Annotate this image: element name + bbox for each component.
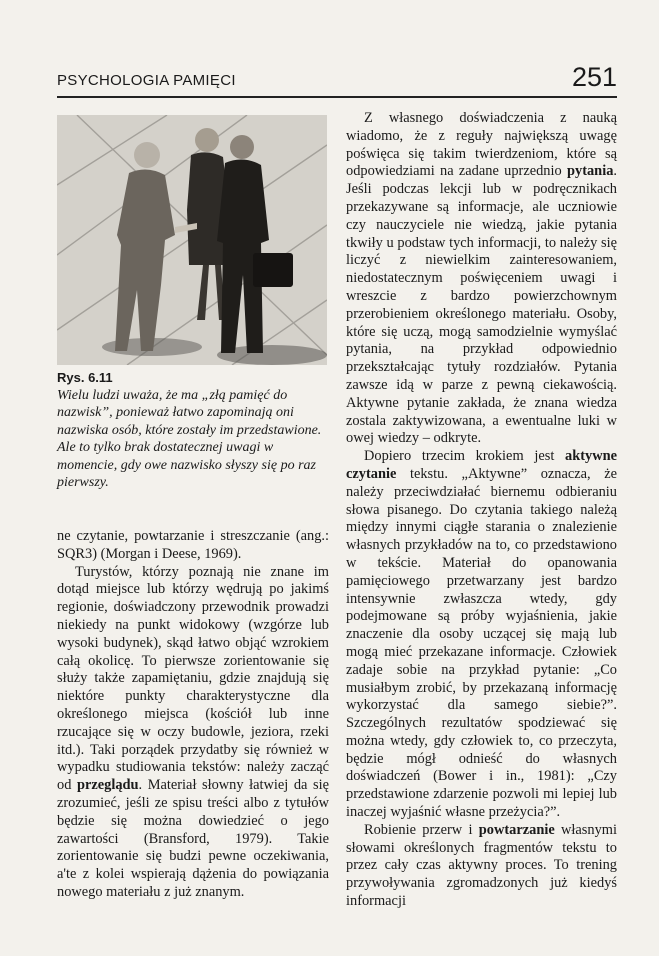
bold-term: pytania [567, 163, 614, 180]
page-number: 251 [571, 62, 617, 92]
right-text-column [346, 110, 617, 911]
figure-caption-text: Wielu ludzi uważa, że ma „złą pamięć do nazwisk”, ponieważ łatwo zapominają oni nazwiska osób, które zostały im przedstawione. Ale to tylko brak dostatecznej uwagi w momencie, gdy owe nazwisko słyszy się po raz pierwszy. [57, 387, 322, 490]
bold-term: przeglądu [76, 777, 139, 794]
paragraph [346, 822, 617, 911]
paragraph [346, 110, 617, 448]
text-run: ne czytanie, powtarzanie i streszczanie (ang.: SQR3) (Morgan i Deese, 1969). [57, 528, 329, 562]
text-run: własnymi słowami określonych fragmentów tekstu to przez cały czas aktywny proces. To trening przywoływania zgromadzonych już kiedyś informacji [346, 821, 617, 910]
handshake-photo-illustration [57, 115, 327, 365]
page-header [57, 62, 617, 96]
figure-label: Rys. 6.11 [57, 370, 113, 385]
left-text-column [57, 528, 329, 902]
text-run: Z własnego doświadczenia z nauką wiadomo, że z reguły największą uwagę poświęca się takim twierdzeniom, które są odpowiedziami na zadane uprzednio [346, 110, 617, 180]
running-title: PSYCHOLOGIA PAMIĘCI [57, 72, 236, 89]
paragraph [57, 528, 329, 564]
text-run: . Materiał słowny łatwiej da się zrozumieć, jeśli ze spisu treści albo z tytułów będzie się można dowiedzieć o jego zawartości (Bransford, 1979). Takie zorientowanie się budzi pewne oczekiwania, a'te z kolei wspierają dążenia do powiązania nowego materiału z już znanym. [57, 777, 329, 900]
header-rule [57, 96, 617, 98]
bold-term: powtarzanie [478, 821, 555, 838]
figure-photo [57, 115, 327, 365]
paragraph [346, 448, 617, 822]
text-run: . Jeśli podczas lekcji lub w podręcznikach przekazywane są informacje, ale uczniowie czy nauczyciele nie wiedzą, jakie pytania tkwiły u podstaw tych informacji, to należy się liczyć z niewielkim zainteresowaniem, niedostatecznym poświęceniem uwagi i wreszcie z bardzo powierzchownym przerobieniem określonego materiału. Osoby, które się uczą, mogą samodzielnie wymyślać pytania, na przykład odpowiednio przekształcając tytuły rozdziałów. Pytania zawsze idą w parze z pewną ciekawością. Aktywne pytanie zakłada, że znana wiedza zostala zaktywizowana, a ewentualne luki w owej wiedzy – odkryte. [346, 163, 617, 447]
text-run: Turystów, którzy poznają nie znane im dotąd miejsce lub którzy wędrują po jakimś regionie, doświadczony przewodnik prowadzi niekiedy na punkt widokowy (wzgórze lub wysoki budynek), skąd łatwo objąć wzrokiem całą okolicę. To pierwsze zorientowanie się służy także zapamiętaniu, gdzie znajdują się niektóre punkty charakterystyczne dla określonego miejsca (kościół lub inne rzucające się w oczy budowle, jeziora, rzeki itd.). Taki porządek przydatby się również w wypadku studiowania tekstów: należy zacząć od [57, 563, 329, 794]
text-run: tekstu. „Aktywne” oznacza, że należy przeciwdziałać biernemu odbieraniu słowa pisanego. Do czytania takiego należą między innymi ciągłe starania o znalezienie własnych przykładów na to, co przedstawiono w tekście. Materiał do opanowania pamięciowego przetwarzany jest bardzo intensywnie zwłaszcza wtedy, gdy podejmowane są próby wyjaśnienia, jakie znaczenie dla osoby uczącej się mają lub mogą mieć przekazane informacje. Człowiek zadaje sobie na przykład pytanie: „Co musiałbym zrobić, by przekazaną informację wykorzystać dla samego siebie?”. Szczególnych rezultatów spodziewać się można wtedy, gdy człowiek to, co przeczyta, będzie mógł odnieść do własnych doświadczeń (Bower i in., 1981): „Czy przedstawione zdarzenie pozwoli mi lepiej lub inaczej wyjaśnić własne przeżycia?”. [346, 465, 617, 821]
text-run: Robienie przerw i [364, 821, 479, 838]
text-run: Dopiero trzecim krokiem jest [364, 448, 566, 465]
bold-term: aktywne czytanie [346, 448, 617, 482]
figure-caption [57, 369, 329, 492]
paragraph [57, 564, 329, 902]
